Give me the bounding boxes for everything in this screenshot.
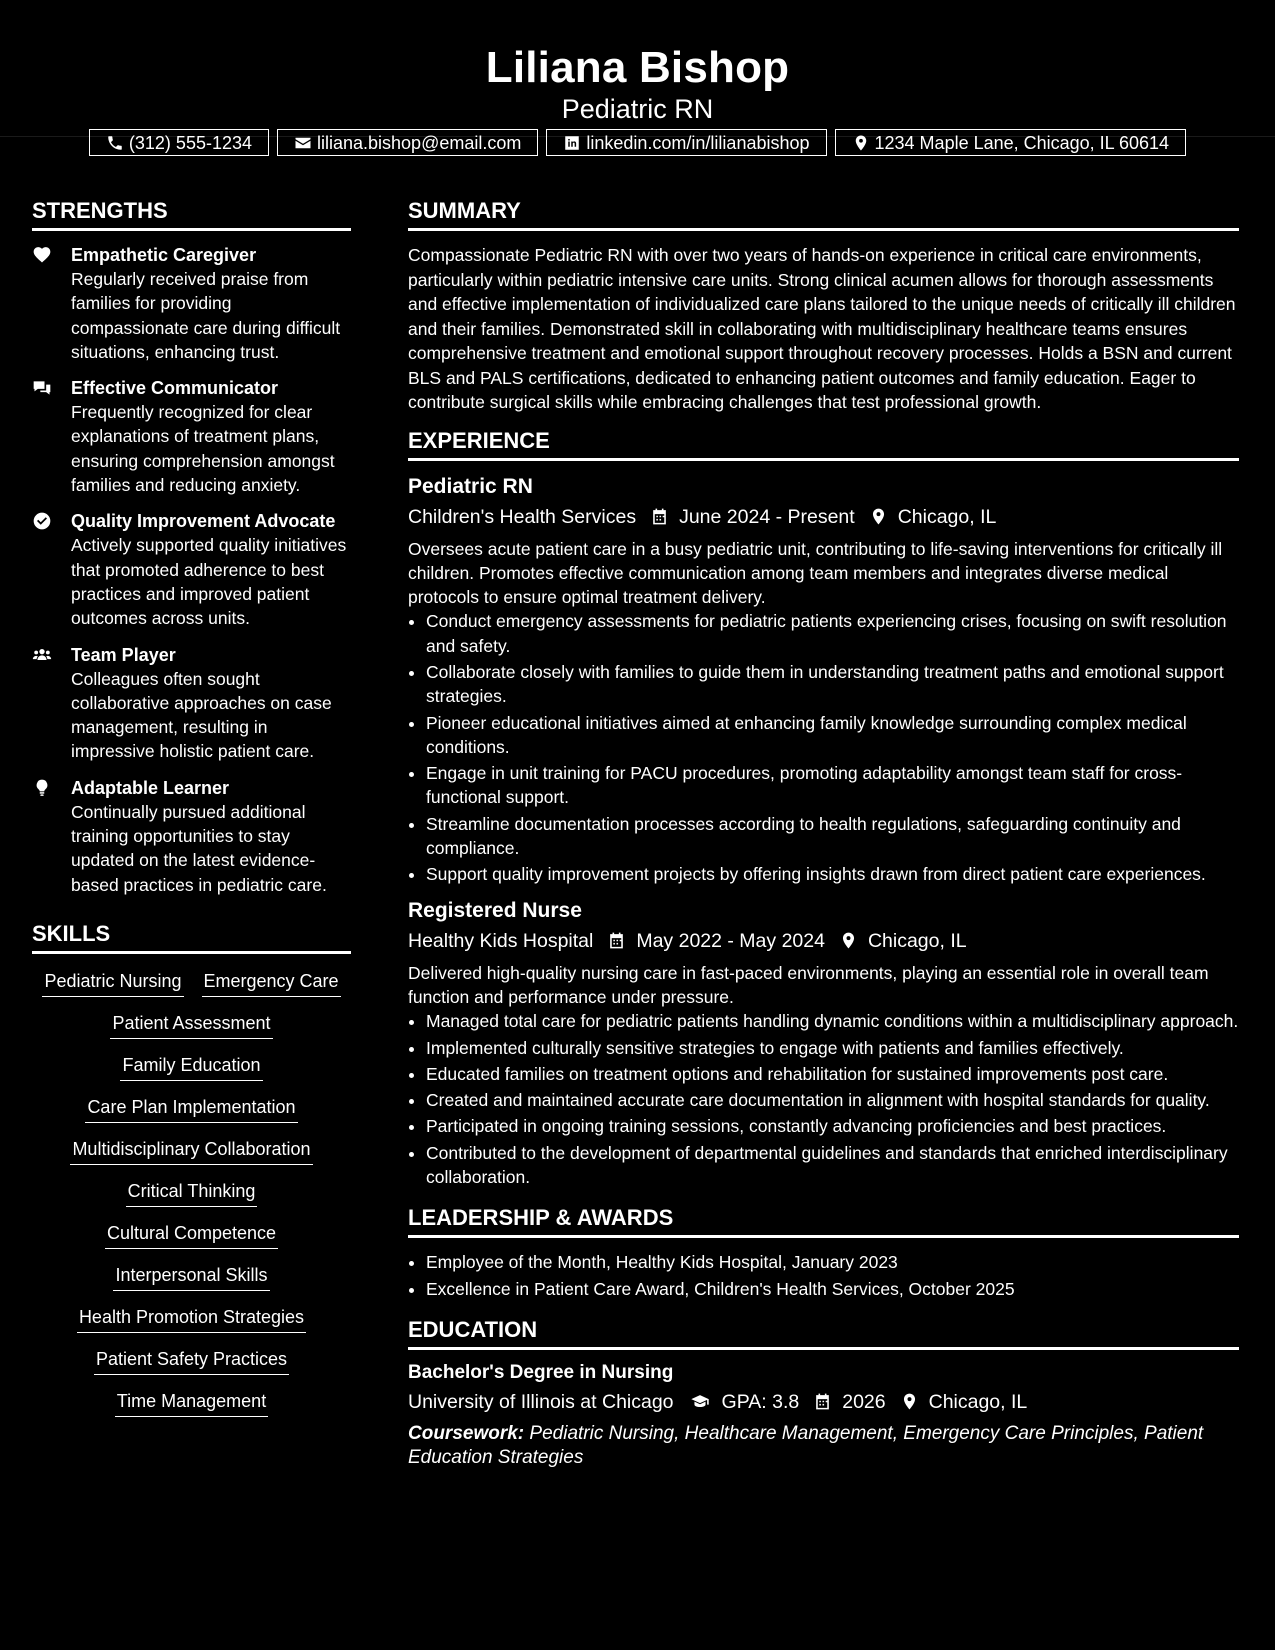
awards-list [408, 1250, 1239, 1301]
strength-title: Empathetic Caregiver [71, 245, 257, 265]
skill-tag: Cultural Competence [105, 1221, 278, 1249]
calendar-icon [813, 1392, 832, 1411]
job-entry [408, 473, 1239, 887]
job-bullet: • Managed total care for pediatric patients handling dynamic conditions within a multidisciplinary approach. [426, 1009, 1239, 1033]
job-bullet: • Educated families on treatment options and rehabilitation for sustained improvements post care. [426, 1062, 1239, 1086]
skill-tag: Time Management [115, 1389, 268, 1417]
map-marker-icon [900, 1392, 919, 1411]
job-description: Delivered high-quality nursing care in fast-paced environments, playing an essential role in overall team function and performance under pressure. [408, 962, 1209, 1007]
job-bullet: • Support quality improvement projects by offering insights drawn from direct patient care experiences. [426, 862, 1239, 886]
candidate-name: Liliana Bishop [485, 43, 790, 92]
strength-desc: Actively supported quality initiatives that promoted adherence to best practices and improved patient outcomes across units. [71, 535, 347, 629]
job-location: Chicago, IL [897, 505, 997, 528]
strength-desc: Continually pursued additional training opportunities to stay updated on the latest evidence-based practices in pediatric care. [71, 801, 327, 895]
job-company: Healthy Kids Hospital [408, 929, 594, 952]
strength-item [32, 376, 351, 497]
education-heading: EDUCATION [408, 1315, 1239, 1350]
job-meta [408, 927, 1239, 955]
calendar-icon [650, 507, 669, 526]
skill-tag: Health Promotion Strategies [77, 1305, 306, 1333]
coursework [408, 1422, 1239, 1471]
job-entry [408, 897, 1239, 1190]
award-item: • Employee of the Month, Healthy Kids Hospital, January 2023 [426, 1250, 1239, 1274]
linkedin-icon [563, 134, 581, 152]
job-bullet: • Collaborate closely with families to guide them in understanding treatment paths and emotional support strategies. [426, 660, 1239, 709]
map-marker-icon [852, 134, 870, 152]
job-title: Pediatric RN [408, 474, 533, 498]
skill-tag: Care Plan Implementation [85, 1095, 297, 1123]
strength-item [32, 643, 351, 764]
school-name: University of Illinois at Chicago [408, 1390, 674, 1413]
education-meta [408, 1388, 1239, 1416]
address-text: 1234 Maple Lane, Chicago, IL 60614 [874, 132, 1170, 153]
map-marker-icon [869, 507, 888, 526]
job-dates: June 2024 - Present [679, 505, 855, 528]
job-meta [408, 503, 1239, 531]
users-icon [32, 645, 52, 665]
strength-desc: Regularly received praise from families for providing compassionate care during difficult situations, enhancing trust. [71, 269, 341, 362]
resume-header [0, 0, 1275, 153]
summary-heading: SUMMARY [408, 196, 1239, 231]
strength-title: Effective Communicator [71, 378, 279, 399]
degree-title: Bachelor's Degree in Nursing [408, 1361, 674, 1383]
job-bullet: • Participated in ongoing training sessions, constantly advancing proficiencies and best practices. [426, 1114, 1239, 1138]
skill-tag: Critical Thinking [126, 1179, 258, 1207]
phone-text: (312) 555-1234 [128, 132, 252, 153]
job-bullet: • Implemented culturally sensitive strategies to engage with patients and families effectively. [426, 1036, 1239, 1060]
skill-tag: Patient Assessment [110, 1011, 272, 1039]
check-circle-icon [32, 511, 52, 531]
job-dates: May 2022 - May 2024 [636, 929, 825, 952]
job-description: Oversees acute patient care in a busy pediatric unit, contributing to life-saving interventions for critically ill children. Promotes effective communication among team members and integrates diverse medical protocols to ensure optimal treatment delivery. [408, 538, 1223, 608]
strengths-heading: STRENGTHS [32, 196, 351, 231]
strength-title: Adaptable Learner [71, 777, 230, 798]
strength-title: Quality Improvement Advocate [71, 511, 336, 532]
skill-tag: Pediatric Nursing [42, 969, 183, 997]
calendar-icon [607, 931, 626, 950]
contact-bar [0, 129, 1275, 156]
contact-email[interactable] [277, 129, 538, 156]
strength-item [32, 776, 351, 897]
strength-desc: Frequently recognized for clear explanations of treatment plans, ensuring comprehension amongst families and reducing anxiety. [71, 402, 335, 496]
experience-heading: EXPERIENCE [408, 426, 1239, 461]
skill-tag: Emergency Care [202, 969, 341, 997]
phone-icon [106, 134, 124, 152]
coursework-label: Coursework: [408, 1422, 525, 1444]
strength-item [32, 509, 351, 630]
skill-tag: Multidisciplinary Collaboration [70, 1137, 312, 1165]
strength-item [32, 243, 351, 364]
skill-tag: Interpersonal Skills [113, 1263, 269, 1291]
heart-icon [32, 245, 52, 265]
job-bullet: • Pioneer educational initiatives aimed at enhancing family knowledge surrounding complex medical conditions. [426, 711, 1239, 760]
contact-phone[interactable] [89, 129, 269, 156]
summary-text: Compassionate Pediatric RN with over two years of hands-on experience in critical care environments, particularly within pediatric intensive care units. Strong clinical acumen allows for thorough assessments and effective implementation of individualized care plans tailored to the unique needs of critically ill children and their families. Demonstrated skill in collaborating with multidisciplinary healthcare teams ensures comprehensive treatment and emotional support throughout recovery processes. Holds a BSN and current BLS and PALS certifications, dedicated to enhancing patient outcomes and family education. Eager to contribute surgical skills while embracing challenges that test professional growth. [408, 245, 1236, 412]
left-column [32, 196, 351, 1417]
gpa: GPA: 3.8 [721, 1390, 800, 1413]
school-location: Chicago, IL [928, 1390, 1028, 1413]
job-bullets [408, 1009, 1239, 1189]
job-title: Registered Nurse [408, 898, 582, 922]
linkedin-text: linkedin.com/in/lilianabishop [586, 132, 810, 153]
candidate-title: Pediatric RN [561, 94, 714, 124]
job-bullet: • Created and maintained accurate care documentation in alignment with hospital standards for quality. [426, 1088, 1239, 1112]
map-marker-icon [839, 931, 858, 950]
job-location: Chicago, IL [867, 929, 967, 952]
awards-heading: LEADERSHIP & AWARDS [408, 1203, 1239, 1238]
job-bullet: • Streamline documentation processes according to health regulations, safeguarding continuity and compliance. [426, 812, 1239, 861]
skill-tag: Patient Safety Practices [94, 1347, 289, 1375]
skill-tag: Family Education [120, 1053, 262, 1081]
right-column [408, 196, 1239, 1471]
envelope-icon [294, 134, 312, 152]
email-text: liliana.bishop@email.com [317, 132, 522, 153]
job-bullet: • Conduct emergency assessments for pediatric patients experiencing crises, focusing on swift resolution and safety. [426, 609, 1239, 658]
strength-title: Team Player [71, 644, 176, 665]
job-bullets [408, 609, 1239, 886]
graduation-cap-icon [688, 1392, 712, 1411]
job-bullet: • Engage in unit training for PACU procedures, promoting adaptability amongst team staff for cross-functional support. [426, 761, 1239, 810]
job-company: Children's Health Services [408, 505, 637, 528]
strength-desc: Colleagues often sought collaborative approaches on case management, resulting in impressive holistic patient care. [71, 668, 332, 762]
skills-heading: SKILLS [32, 919, 351, 954]
contact-address[interactable] [835, 129, 1187, 156]
graduation-year: 2026 [842, 1390, 886, 1413]
contact-linkedin[interactable] [546, 129, 826, 156]
job-bullet: • Contributed to the development of departmental guidelines and standards that enriched interdisciplinary collaboration. [426, 1141, 1239, 1190]
coursework-text: Pediatric Nursing, Healthcare Management, Emergency Care Principles, Patient Education Strategies [408, 1422, 1204, 1469]
skills-list [32, 966, 351, 1417]
lightbulb-icon [32, 778, 52, 798]
award-item: • Excellence in Patient Care Award, Children's Health Services, October 2025 [426, 1277, 1239, 1301]
comments-icon [32, 378, 52, 398]
